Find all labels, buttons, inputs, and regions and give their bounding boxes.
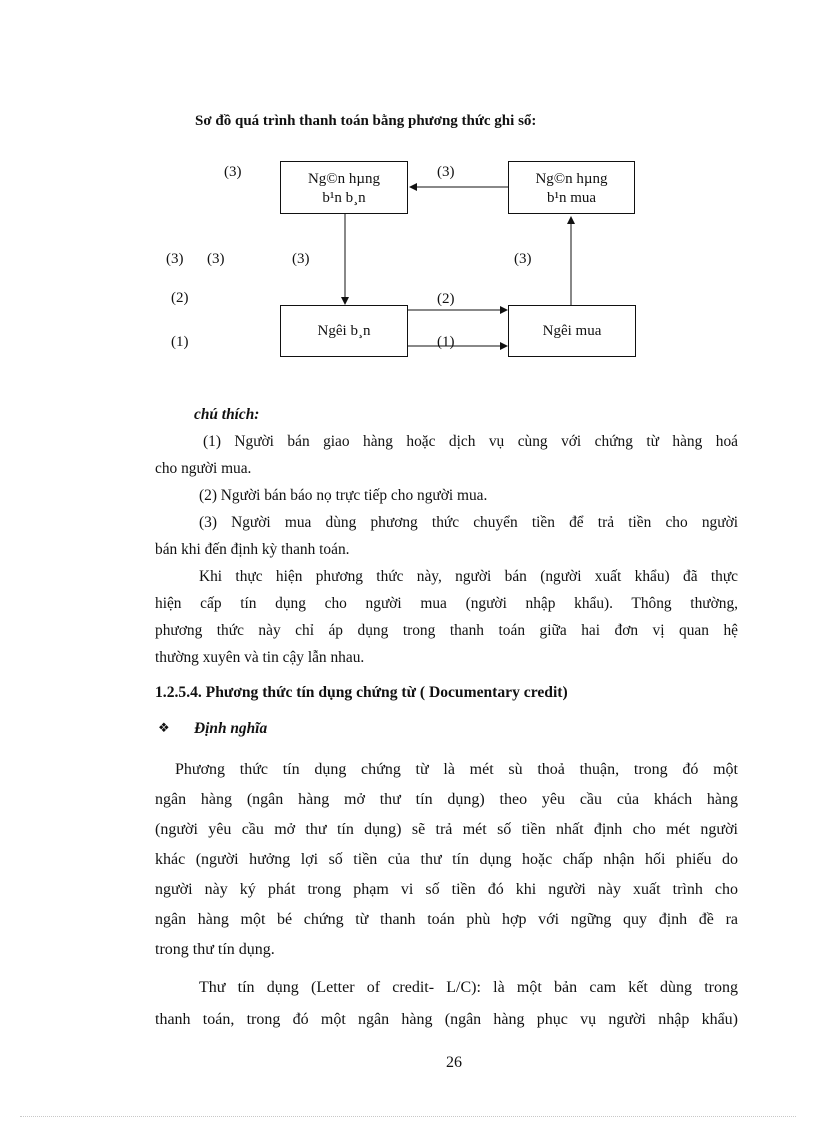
buyer-bank-line2: b¹n mua xyxy=(546,190,597,206)
page-number: 26 xyxy=(446,1054,462,1071)
para1-line1: Khi thực hiện phương thức này, người bán (người xuất khẩu) đã thực xyxy=(199,568,738,585)
label-arrow-1: (1) xyxy=(437,334,455,350)
buyer-box: Ngêi mua xyxy=(508,305,636,357)
note-2: (2) Người bán báo nọ trực tiếp cho người mua. xyxy=(199,487,488,504)
seller-bank-line2: b¹n b¸n xyxy=(322,190,366,206)
para2-line3: (người yêu cầu mở thư tín dụng) sẽ trả mét số tiền nhất định cho mét người xyxy=(155,821,738,838)
subheading-definition: Định nghĩa xyxy=(194,720,268,737)
buyer-bank-line1: Ng©n hµng xyxy=(535,171,608,187)
label-top-arrow: (3) xyxy=(437,164,455,180)
label-mid-left-b: (3) xyxy=(207,251,225,267)
diagram-title: Sơ đồ quá trình thanh toán bằng phương thức ghi sổ: xyxy=(195,113,537,129)
diamond-bullet-icon: ❖ xyxy=(158,720,170,735)
footer-divider xyxy=(20,1116,796,1117)
buyer-bank-box xyxy=(508,161,635,214)
note-3-line2: bán khi đến định kỳ thanh toán. xyxy=(155,541,350,558)
label-left-2: (2) xyxy=(171,290,189,306)
label-top-left: (3) xyxy=(224,164,242,180)
note-3-line1: (3) Người mua dùng phương thức chuyển tiền để trả tiền cho người xyxy=(199,514,738,531)
label-arrow-2: (2) xyxy=(437,291,455,307)
seller-bank-box xyxy=(280,161,408,214)
para1-line3: phương thức này chỉ áp dụng trong thanh toán giữa hai đơn vị quan hệ xyxy=(155,622,738,639)
label-left-1: (1) xyxy=(171,334,189,350)
para2-line4: khác (người hưởng lợi số tiền của thư tín dụng hoặc chấp nhận hối phiếu do xyxy=(155,851,738,868)
para2-line2: ngân hàng (ngân hàng mở thư tín dụng) theo yêu cầu của khách hàng xyxy=(155,791,738,808)
section-heading: 1.2.5.4. Phương thức tín dụng chứng từ ( Documentary credit) xyxy=(155,684,568,701)
para2-line7: trong thư tín dụng. xyxy=(155,941,275,958)
seller-box: Ngêi b¸n xyxy=(280,305,408,357)
seller-bank-line1: Ng©n hµng xyxy=(307,171,381,187)
label-mid-up: (3) xyxy=(514,251,532,267)
para2-line1: Phương thức tín dụng chứng từ là mét sù thoả thuận, trong đó một xyxy=(175,761,738,778)
para1-line2: hiện cấp tín dụng cho người mua (người nhập khẩu). Thông thường, xyxy=(155,595,738,612)
notes-heading: chú thích: xyxy=(194,406,260,423)
para3-line2: thanh toán, trong đó một ngân hàng (ngân hàng phục vụ người nhập khẩu) xyxy=(155,1011,738,1028)
payment-flow-diagram xyxy=(0,0,816,400)
label-mid-left-a: (3) xyxy=(166,251,184,267)
para2-line6: ngân hàng một bé chứng từ thanh toán phù hợp với ngững quy định đề ra xyxy=(155,911,738,928)
para3-line1: Thư tín dụng (Letter of credit- L/C): là một bản cam kết dùng trong xyxy=(199,979,738,996)
diagram-arrows xyxy=(0,0,816,400)
para1-line4: thường xuyên và tin cậy lẫn nhau. xyxy=(155,649,365,666)
note-1-line1: (1) Người bán giao hàng hoặc dịch vụ cùng với chứng từ hàng hoá xyxy=(203,433,738,450)
label-mid-down: (3) xyxy=(292,251,310,267)
note-1-line2: cho người mua. xyxy=(155,460,252,477)
para2-line5: người này ký phát trong phạm vi số tiền đó khi người này xuất trình cho xyxy=(155,881,738,898)
